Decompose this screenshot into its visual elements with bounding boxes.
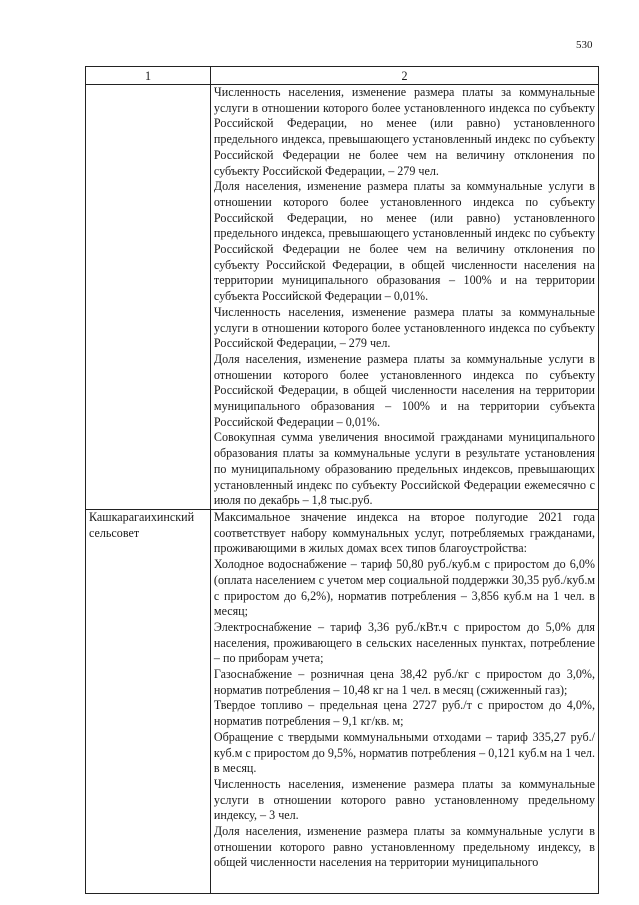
paragraph: Доля населения, изменение размера платы за коммунальные услуги в отношении которого равно установленному предельному индексу, в общей численности населения на территории муниципального <box>213 824 595 870</box>
table-header-row <box>86 67 599 85</box>
paragraph: Электроснабжение – тариф 3,36 руб./кВт.ч с приростом до 5,0% для населения, проживающего в сельских населенных пунктах, потребление – по приборам учета; <box>213 619 595 666</box>
paragraph: Твердое топливо – предельная цена 2727 руб./т с приростом до 4,0%, норматив потребления – 9,1 кг/кв. м; <box>213 698 595 729</box>
description-cell <box>210 509 598 893</box>
table-row <box>86 85 599 510</box>
paragraph: Холодное водоснабжение – тариф 50,80 руб./куб.м с приростом до 6,0% (оплата населением с учетом мер социальной поддержки 30,35 руб./куб.м с приростом до 6,2%), норматив потребления – 3,856 куб.м на 1 чел. в месяц; <box>213 557 595 619</box>
paragraph: Доля населения, изменение размера платы за коммунальные услуги в отношении которого более установленного индекса по субъекту Российской Федерации, но менее (или равно) установленного предельного индекса, превышающего установленный индекс по субъекту Российской Федерации не более чем на величину отклонения по субъекту Российской Федерации, в общей численности населения на территории муниципального образования – 100% и на территории субъекта Российской Федерации – 0,01%. <box>213 179 595 304</box>
municipality-name-cell: Кашкарагаихинский сельсовет <box>86 509 211 893</box>
paragraph: Численность населения, изменение размера платы за коммунальные услуги в отношении которого более установленного индекса по субъекту Российской Федерации, – 279 чел. <box>213 304 595 351</box>
paragraph: Газоснабжение – розничная цена 38,42 руб./кг с приростом до 3,0%, норматив потребления – 10,48 кг на 1 чел. в месяц (сжиженный газ); <box>213 667 595 697</box>
paragraph: Совокупная сумма увеличения вносимой гражданами муниципального образования платы за коммунальные услуги в результате установления по муниципальному образованию предельных индексов, превышающих установленный индекс по субъекту Российской Федерации ежемесячно с июля по декабрь – 1,8 тыс.руб. <box>213 430 595 508</box>
tariff-table <box>85 66 599 894</box>
paragraph: Максимальное значение индекса на второе полугодие 2021 года соответствует набору коммунальных услуг, потребляемых гражданами, проживающими в жилых домах всех типов благоустройства: <box>213 509 595 556</box>
paragraph: Численность населения, изменение размера платы за коммунальные услуги в отношении которого равно установленному предельному индексу, – 3 чел. <box>213 776 595 823</box>
page-number: 530 <box>576 39 593 51</box>
column-header-2: 2 <box>210 67 598 85</box>
paragraph: Численность населения, изменение размера платы за коммунальные услуги в отношении которого более установленного индекса по субъекту Российской Федерации, но менее (или равно) установленного предельного индекса, превышающего установленный индекс по субъекту Российской Федерации не более чем на величину отклонения по субъекту Российской Федерации, – 279 чел. <box>213 85 595 178</box>
paragraph: Обращение с твердыми коммунальными отходами – тариф 335,27 руб./куб.м с приростом до 9,5%, норматив потребления – 0,121 куб.м на 1 чел. в месяц. <box>213 729 595 776</box>
table-row <box>86 509 599 893</box>
column-header-1: 1 <box>86 67 211 85</box>
municipality-name-cell <box>86 85 211 510</box>
paragraph: Доля населения, изменение размера платы за коммунальные услуги в отношении которого более установленного индекса по субъекту Российской Федерации, в общей численности населения на территории муниципального образования – 100% и на территории субъекта Российской Федерации – 0,01%. <box>213 351 595 429</box>
description-cell <box>210 85 598 510</box>
